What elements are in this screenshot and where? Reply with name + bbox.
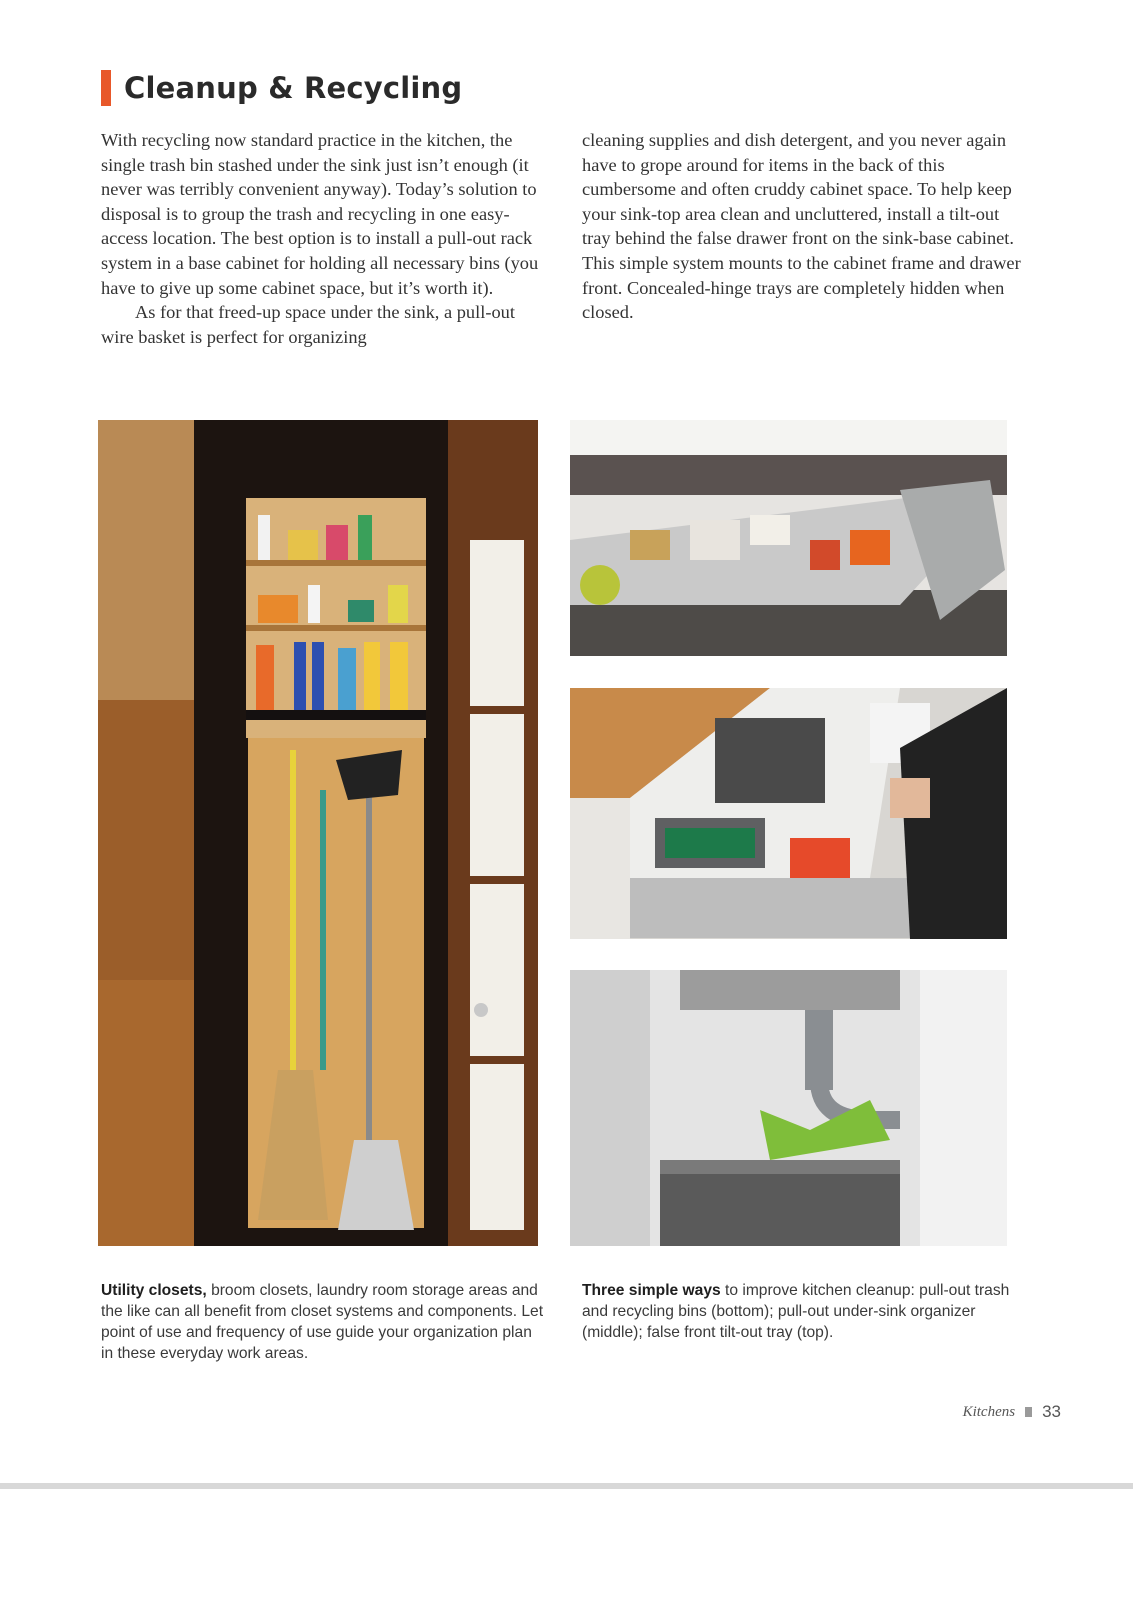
body-paragraph-2-start: As for that freed-up space under the sink, a pull-out wire basket is perfect for organizing	[101, 302, 515, 347]
utility-closet-photo	[98, 420, 538, 1246]
body-paragraph-2-continued: cleaning supplies and dish detergent, and you never again have to grope around for items in the back of this cumbersome and often cruddy cabinet space. To help keep your sink-top area clean and uncluttered, install a tilt-out tray behind the false drawer front on the sink-base cabinet. This simple system mounts to the cabinet frame and drawer front. Concealed-hinge trays are completely hidden when closed.	[582, 130, 1021, 323]
under-sink-organizer-photo	[570, 688, 1007, 939]
body-column-right	[582, 128, 1028, 325]
caption-right-lead: Three simple ways	[582, 1282, 721, 1299]
page-title: Cleanup & Recycling	[124, 71, 463, 105]
page-number: 33	[1042, 1402, 1061, 1421]
caption-right-text: to improve kitchen cleanup: pull-out trash and recycling bins (bottom); pull-out under-sink organizer (middle); false front tilt-out tray (top).	[582, 1282, 1010, 1341]
running-section: Kitchens	[962, 1403, 1016, 1420]
pull-out-bins-photo	[570, 970, 1007, 1246]
page-folio	[963, 1402, 1061, 1422]
caption-left-lead: Utility closets,	[101, 1282, 207, 1299]
body-column-left	[101, 128, 547, 349]
footer-rule	[0, 1483, 1133, 1489]
tilt-out-tray-photo	[570, 420, 1007, 656]
caption-three-ways	[582, 1280, 1032, 1343]
caption-utility-closets	[101, 1280, 546, 1364]
caption-left-text: broom closets, laundry room storage areas and the like can all benefit from closet systems and components. Let point of use and frequency of use guide your organization plan in these everyday work areas.	[101, 1282, 544, 1362]
section-heading	[101, 68, 462, 108]
body-paragraph-1: With recycling now standard practice in the kitchen, the single trash bin stashed under the sink just isn’t enough (it never was terribly convenient anyway). Today’s solution to disposal is to group the trash and recycling in one easy-access location. The best option is to install a pull-out rack system in a base cabinet for holding all necessary bins (you have to give up some cabinet space, but it’s worth it).	[101, 130, 539, 298]
folio-separator	[1025, 1407, 1032, 1417]
heading-accent-bar	[101, 70, 111, 106]
